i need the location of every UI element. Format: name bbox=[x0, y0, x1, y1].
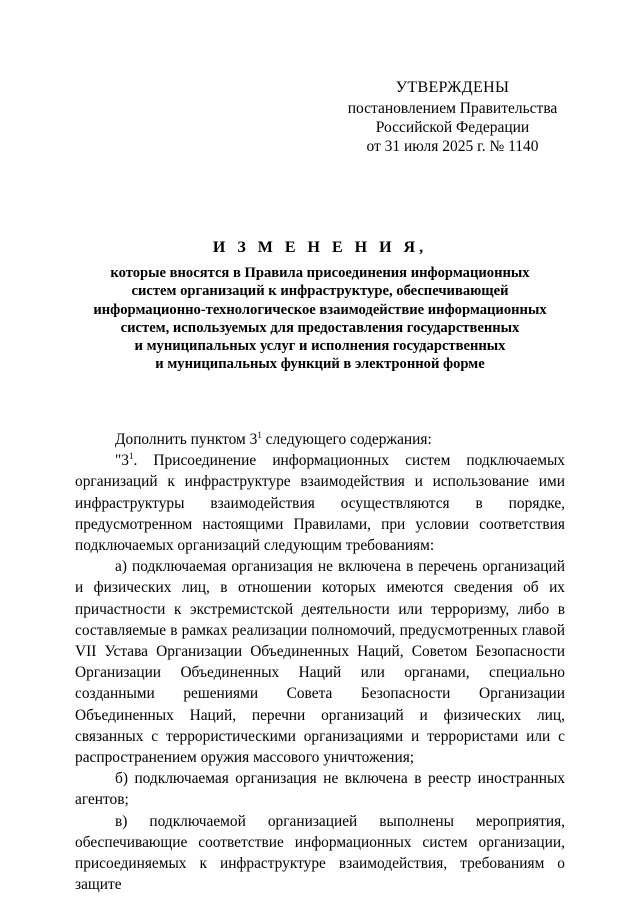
approval-line-2: Российской Федерации bbox=[375, 119, 530, 136]
subtitle-line: которые вносятся в Правила присоединения информационных bbox=[110, 265, 530, 281]
approval-line-3: от 31 июля 2025 г. № 1140 bbox=[366, 138, 539, 155]
intro-superscript: 1 bbox=[257, 430, 262, 440]
subtitle-line: систем организаций к инфраструктуре, обеспечивающей bbox=[131, 283, 509, 300]
document-heading bbox=[75, 238, 565, 374]
subtitle-line: и муниципальных функций в электронной форме bbox=[155, 356, 485, 373]
approval-heading: УТВЕРЖДЕНЫ bbox=[395, 79, 510, 96]
paragraph-3-1-number: "3 bbox=[115, 452, 129, 470]
paragraph-3-1 bbox=[75, 450, 565, 556]
subparagraph-c: в) подключаемой организацией выполнены мероприятия, обеспечивающие соответствие информационных систем организации, присоединяемых к инфраструктуре взаимодействия, требованиям о защите bbox=[75, 812, 565, 894]
subtitle-line: систем, используемых для предоставления государственных bbox=[120, 319, 520, 336]
subtitle-line: информационно-технологическое взаимодействие информационных bbox=[93, 301, 547, 318]
document-body bbox=[75, 429, 565, 895]
paragraph-3-1-text: . Присоединение информационных систем подключаемых организаций к инфраструктуре взаимодействия и использование ими инфраструктуры взаимодействия осуществляются в порядке, предусмотренном настоящими Правилами, при условии соответствия подключаемых организаций следующим требованиям: bbox=[75, 452, 565, 555]
intro-text: Дополнить пунктом 3 bbox=[115, 431, 258, 448]
subtitle-line: и муниципальных услуг и исполнения государственных bbox=[134, 338, 506, 355]
subparagraph-b: б) подключаемая организация не включена в реестр иностранных агентов; bbox=[75, 770, 565, 809]
approval-line-1: постановлением Правительства bbox=[347, 100, 558, 117]
intro-paragraph bbox=[75, 429, 565, 450]
intro-text-end: следующего содержания: bbox=[261, 431, 432, 448]
paragraph-3-1-superscript: 1 bbox=[128, 451, 134, 462]
document-subtitle bbox=[75, 264, 565, 374]
subparagraph-a: а) подключаемая организация не включена в перечень организаций и физических лиц, в отношении которых имеются сведения об их причастности к экстремистской деятельности или терроризму, либо в составляемые в рамках реализации полномочий, предусмотренных главой VII Устава Организации Объединенных Наций, Советом Безопасности Организации Объединенных Наций или органами, специально созданными решениями Совета Безопасности Организации Объединенных Наций, перечни организаций и физических лиц, связанных с террористическими организациями и террористами или с распространением оружия массового уничтожения; bbox=[75, 558, 565, 767]
document-title: И З М Е Н Е Н И Я, bbox=[212, 239, 428, 256]
approval-block bbox=[340, 78, 565, 156]
